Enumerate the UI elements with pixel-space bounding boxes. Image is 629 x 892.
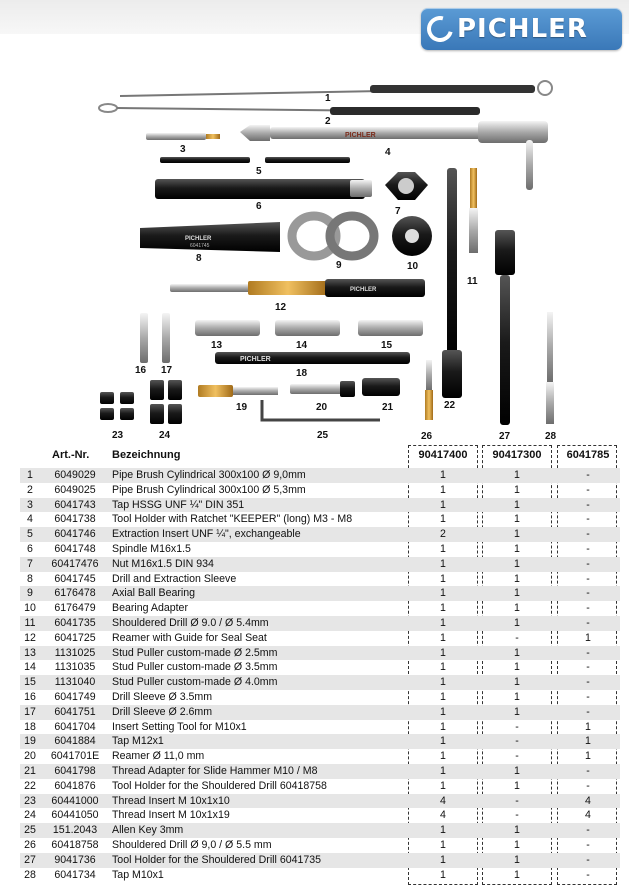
description: Tap M10x1 — [112, 868, 164, 881]
callout-13: 13 — [211, 340, 223, 351]
callout-18: 18 — [296, 368, 308, 379]
row-number: 4 — [27, 513, 33, 526]
qty-set-c: - — [586, 824, 590, 837]
pipe-brush-long — [120, 81, 552, 96]
qty-set-c: 4 — [585, 809, 591, 822]
row-number: 15 — [24, 676, 36, 689]
qty-set-a: 1 — [440, 824, 446, 837]
qty-set-c: - — [586, 853, 590, 866]
callout-7: 7 — [395, 206, 401, 217]
row-number: 14 — [24, 661, 36, 674]
qty-set-c: 1 — [585, 720, 591, 733]
row-number: 1 — [27, 469, 33, 481]
table-row — [20, 720, 620, 735]
qty-set-c: - — [586, 779, 590, 792]
header-art-nr: Art.-Nr. — [52, 449, 90, 461]
article-number: 6176478 — [54, 587, 96, 600]
description: Thread Insert M 10x1x10 — [112, 794, 230, 807]
qty-set-b: 1 — [514, 557, 520, 570]
article-number: 9041736 — [54, 853, 96, 866]
qty-set-b: - — [515, 794, 519, 807]
description: Drill Sleeve Ø 3.5mm — [112, 690, 213, 703]
description: Nut M16x1.5 DIN 934 — [112, 557, 214, 570]
qty-set-b: - — [515, 809, 519, 822]
article-number: 6049025 — [54, 483, 96, 496]
table-row — [20, 512, 620, 527]
holder-brand-text: PICHLER — [345, 132, 376, 139]
callout-24: 24 — [159, 430, 171, 441]
qty-set-b: 1 — [514, 764, 520, 777]
row-number: 2 — [27, 483, 33, 496]
article-number: 6041876 — [54, 779, 96, 792]
qty-set-c: - — [586, 868, 590, 881]
callout-9: 9 — [336, 260, 342, 271]
article-number: 6041745 — [54, 572, 96, 585]
row-number: 21 — [24, 764, 36, 777]
row-number: 20 — [24, 750, 36, 763]
callout-10: 10 — [407, 261, 419, 272]
article-number: 60441000 — [51, 794, 99, 807]
qty-set-c: - — [586, 572, 590, 585]
tap-m12 — [198, 385, 278, 397]
callout-21: 21 — [382, 402, 394, 413]
qty-set-b: 1 — [514, 602, 520, 615]
callout-3: 3 — [180, 144, 186, 155]
row-number: 28 — [24, 868, 36, 881]
table-row — [20, 557, 620, 572]
qty-set-c: 1 — [585, 631, 591, 644]
qty-set-b: 1 — [514, 616, 520, 629]
table-row — [20, 838, 620, 853]
pipe-brush-short — [99, 104, 480, 115]
qty-set-a: 4 — [440, 809, 446, 822]
callout-16: 16 — [135, 365, 147, 376]
qty-set-b: 1 — [514, 705, 520, 718]
qty-set-a: 1 — [440, 868, 446, 881]
qty-set-b: - — [515, 735, 519, 748]
table-row — [20, 823, 620, 838]
qty-set-b: 1 — [514, 498, 520, 511]
qty-set-a: 1 — [440, 483, 446, 496]
reamer-and-adapter — [290, 378, 400, 397]
table-row — [20, 705, 620, 720]
qty-set-b: 1 — [514, 513, 520, 526]
qty-set-a: 1 — [440, 602, 446, 615]
row-number: 24 — [24, 809, 36, 822]
callout-4: 4 — [385, 147, 391, 158]
tool-holder-vertical — [442, 168, 462, 398]
description: Shouldered Drill Ø 9,0 / Ø 5.5 mm — [112, 838, 272, 851]
qty-set-b: - — [515, 631, 519, 644]
row-number: 26 — [24, 838, 36, 851]
article-number: 6041725 — [54, 631, 96, 644]
qty-set-c: - — [586, 587, 590, 600]
table-row — [20, 660, 620, 675]
qty-set-a: 1 — [440, 469, 446, 481]
header-set-b: 90417300 — [492, 449, 542, 461]
description: Stud Puller custom-made Ø 2.5mm — [112, 646, 278, 659]
article-number: 1131035 — [54, 661, 96, 674]
article-number: 60441050 — [51, 809, 99, 822]
article-number: 6041743 — [54, 498, 96, 511]
qty-set-b: 1 — [514, 542, 520, 555]
description: Tool Holder with Ratchet "KEEPER" (long) M3 - M8 — [112, 513, 353, 526]
qty-set-c: - — [586, 838, 590, 851]
qty-set-a: 2 — [440, 528, 446, 541]
row-number: 25 — [24, 824, 36, 837]
qty-set-c: - — [586, 676, 590, 689]
callout-15: 15 — [381, 340, 393, 351]
article-number: 6041884 — [54, 735, 96, 748]
callout-25: 25 — [317, 430, 329, 441]
qty-set-b: 1 — [514, 572, 520, 585]
row-number: 6 — [27, 542, 33, 555]
table-row — [20, 808, 620, 823]
callout-17: 17 — [161, 365, 173, 376]
article-number: 6041701E — [50, 750, 100, 763]
tool-holder-27 — [495, 230, 515, 425]
tap-m10 — [546, 312, 554, 424]
article-number: 151.2043 — [52, 824, 98, 837]
callout-22: 22 — [444, 400, 456, 411]
header-set-c: 6041785 — [566, 449, 610, 461]
row-number: 27 — [24, 853, 36, 866]
qty-set-c: - — [586, 513, 590, 526]
insert-setting-tool — [215, 352, 410, 364]
qty-set-a: 1 — [440, 498, 446, 511]
row-number: 13 — [24, 646, 36, 659]
article-number: 1131025 — [54, 646, 96, 659]
description: Spindle M16x1.5 — [112, 542, 191, 555]
table-row — [20, 749, 620, 764]
callout-1: 1 — [325, 93, 331, 104]
drill-sleeves — [140, 313, 170, 363]
callout-11: 11 — [467, 276, 478, 287]
sleeve-brand-text: PICHLER — [185, 236, 212, 242]
article-number: 6041738 — [54, 513, 96, 526]
sleeve-code-text: 6041745 — [190, 243, 210, 249]
row-number: 7 — [27, 557, 33, 570]
qty-set-c: - — [586, 646, 590, 659]
article-number: 6041746 — [54, 528, 96, 541]
row-number: 3 — [27, 498, 33, 511]
description: Stud Puller custom-made Ø 3.5mm — [112, 661, 278, 674]
description: Thread Insert M 10x1x19 — [112, 809, 230, 822]
row-number: 18 — [24, 720, 36, 733]
callout-14: 14 — [296, 340, 308, 351]
qty-set-a: 1 — [440, 853, 446, 866]
hex-nut — [385, 172, 428, 200]
qty-set-c: - — [586, 764, 590, 777]
spindle — [155, 179, 372, 199]
table-row — [20, 646, 620, 661]
qty-set-c: - — [586, 542, 590, 555]
description: Tap HSSG UNF ¼" DIN 351 — [112, 498, 245, 511]
table-row — [20, 764, 620, 779]
table-row — [20, 631, 620, 646]
table-row — [20, 690, 620, 705]
qty-set-a: 1 — [440, 779, 446, 792]
drill-extraction-sleeve — [140, 222, 280, 252]
table-row — [20, 779, 620, 794]
product-illustration — [90, 75, 570, 445]
article-number: 6041734 — [54, 868, 96, 881]
qty-set-a: 1 — [440, 690, 446, 703]
callout-8: 8 — [196, 253, 202, 264]
qty-set-a: 1 — [440, 661, 446, 674]
table-row — [20, 572, 620, 587]
qty-set-b: 1 — [514, 676, 520, 689]
description: Stud Puller custom-made Ø 4.0mm — [112, 676, 278, 689]
qty-set-a: 1 — [440, 735, 446, 748]
qty-set-b: 1 — [514, 483, 520, 496]
table-row — [20, 527, 620, 542]
qty-set-b: 1 — [514, 646, 520, 659]
qty-set-c: 1 — [585, 735, 591, 748]
table-row — [20, 468, 620, 483]
description: Pipe Brush Cylindrical 300x100 Ø 5,3mm — [112, 483, 306, 496]
stud-pullers — [195, 320, 423, 336]
table-row — [20, 734, 620, 749]
qty-set-a: 1 — [440, 838, 446, 851]
callout-12: 12 — [275, 302, 287, 313]
table-row — [20, 483, 620, 498]
article-number: 6176479 — [54, 602, 96, 615]
row-number: 5 — [27, 528, 33, 541]
qty-set-c: - — [586, 661, 590, 674]
qty-set-a: 1 — [440, 616, 446, 629]
qty-set-a: 1 — [440, 676, 446, 689]
qty-set-a: 1 — [440, 764, 446, 777]
parts-table — [20, 468, 620, 882]
description: Extraction Insert UNF ¼", exchangeable — [112, 528, 301, 541]
row-number: 17 — [24, 705, 36, 718]
reamer-brand-text: PICHLER — [350, 287, 377, 293]
table-row — [20, 616, 620, 631]
qty-set-b: - — [515, 720, 519, 733]
description: Tap M12x1 — [112, 735, 164, 748]
row-number: 19 — [24, 735, 36, 748]
table-row — [20, 601, 620, 616]
row-number: 10 — [24, 602, 36, 615]
qty-set-a: 1 — [440, 587, 446, 600]
article-number: 60417476 — [51, 557, 99, 570]
article-number: 6041748 — [54, 542, 96, 555]
row-number: 9 — [27, 587, 33, 600]
description: Allen Key 3mm — [112, 824, 184, 837]
shouldered-drill-small — [425, 360, 433, 420]
article-number: 1131040 — [54, 676, 96, 689]
qty-set-a: 1 — [440, 705, 446, 718]
brand-logo — [421, 8, 622, 50]
brand-name: PICHLER — [457, 14, 588, 44]
qty-set-a: 1 — [440, 557, 446, 570]
qty-set-c: - — [586, 616, 590, 629]
qty-set-b: 1 — [514, 853, 520, 866]
qty-set-b: - — [515, 750, 519, 763]
description: Reamer with Guide for Seal Seat — [112, 631, 267, 644]
row-number: 22 — [24, 779, 36, 792]
table-row — [20, 498, 620, 513]
extraction-inserts — [160, 157, 350, 163]
row-number: 23 — [24, 794, 36, 807]
setting-tool-brand-text: PICHLER — [240, 356, 271, 363]
qty-set-c: - — [586, 705, 590, 718]
table-row — [20, 794, 620, 809]
qty-set-c: - — [586, 690, 590, 703]
qty-set-c: - — [586, 483, 590, 496]
qty-set-a: 1 — [440, 513, 446, 526]
reamer-with-guide — [170, 279, 425, 297]
callout-19: 19 — [236, 402, 248, 413]
description: Reamer Ø 11,0 mm — [112, 750, 205, 763]
qty-set-a: 1 — [440, 542, 446, 555]
shouldered-drill — [469, 168, 478, 253]
callout-5: 5 — [256, 166, 262, 177]
description: Drill Sleeve Ø 2.6mm — [112, 705, 213, 718]
qty-set-a: 1 — [440, 720, 446, 733]
qty-set-c: 1 — [585, 750, 591, 763]
bearing-adapter — [392, 216, 432, 256]
thread-inserts — [100, 380, 182, 424]
table-row — [20, 675, 620, 690]
qty-set-c: - — [586, 498, 590, 511]
header-set-a: 90417400 — [418, 449, 468, 461]
logo-mark-icon — [422, 11, 458, 47]
callout-20: 20 — [316, 402, 328, 413]
qty-set-a: 1 — [440, 631, 446, 644]
row-number: 8 — [27, 572, 33, 585]
qty-set-c: 4 — [585, 794, 591, 807]
qty-set-b: 1 — [514, 469, 520, 481]
qty-set-b: 1 — [514, 868, 520, 881]
description: Shouldered Drill Ø 9.0 / Ø 5.4mm — [112, 616, 269, 629]
article-number: 6041704 — [54, 720, 96, 733]
description: Pipe Brush Cylindrical 300x100 Ø 9,0mm — [112, 469, 306, 481]
qty-set-a: 1 — [440, 646, 446, 659]
qty-set-c: - — [586, 557, 590, 570]
qty-set-c: - — [586, 602, 590, 615]
qty-set-b: 1 — [514, 528, 520, 541]
qty-set-a: 4 — [440, 794, 446, 807]
callout-6: 6 — [256, 201, 262, 212]
article-number: 6041735 — [54, 616, 96, 629]
qty-set-b: 1 — [514, 690, 520, 703]
table-row — [20, 853, 620, 868]
table-row — [20, 586, 620, 601]
callout-2: 2 — [325, 116, 331, 127]
description: Insert Setting Tool for M10x1 — [112, 720, 247, 733]
description: Tool Holder for the Shouldered Drill 60418758 — [112, 779, 327, 792]
qty-set-c: - — [586, 528, 590, 541]
callout-26: 26 — [421, 431, 433, 442]
table-row — [20, 542, 620, 557]
callout-27: 27 — [499, 431, 511, 442]
article-number: 6041749 — [54, 690, 96, 703]
description: Axial Ball Bearing — [112, 587, 196, 600]
row-number: 16 — [24, 690, 36, 703]
qty-set-b: 1 — [514, 838, 520, 851]
description: Drill and Extraction Sleeve — [112, 572, 237, 585]
row-number: 12 — [24, 631, 36, 644]
callout-28: 28 — [545, 431, 557, 442]
qty-set-a: 1 — [440, 750, 446, 763]
row-number: 11 — [24, 616, 36, 629]
description: Tool Holder for the Shouldered Drill 6041735 — [112, 853, 322, 866]
callout-23: 23 — [112, 430, 124, 441]
table-row — [20, 868, 620, 883]
qty-set-c: - — [586, 469, 590, 481]
qty-set-b: 1 — [514, 661, 520, 674]
article-number: 6049029 — [54, 469, 96, 481]
article-number: 60418758 — [51, 838, 99, 851]
description: Bearing Adapter — [112, 602, 188, 615]
description: Thread Adapter for Slide Hammer M10 / M8 — [112, 764, 318, 777]
header-description: Bezeichnung — [112, 449, 181, 461]
axial-ball-bearing — [292, 216, 374, 256]
tap-unf — [146, 133, 220, 140]
qty-set-b: 1 — [514, 824, 520, 837]
qty-set-a: 1 — [440, 572, 446, 585]
qty-set-b: 1 — [514, 779, 520, 792]
article-number: 6041798 — [54, 764, 96, 777]
article-number: 6041751 — [54, 705, 96, 718]
qty-set-b: 1 — [514, 587, 520, 600]
